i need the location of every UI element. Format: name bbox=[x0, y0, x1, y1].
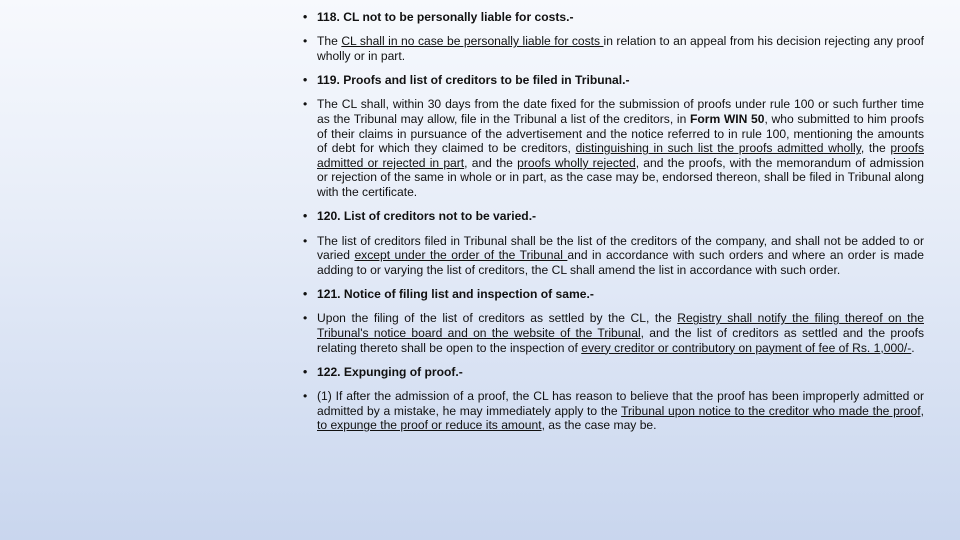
underlined-text: proofs wholly rejected bbox=[517, 155, 636, 170]
rule-122-body bbox=[303, 389, 924, 433]
rule-122-heading: • 122. Expunging of proof.- bbox=[303, 365, 924, 380]
text: The CL shall, within 30 days from the date fixed for the submission of proofs under rule 100 or such further time as the Tribunal may allow, file in the Tribunal a list of the creditors, in bbox=[317, 97, 924, 127]
underlined-text: distinguishing in such list the proofs admitted wholly bbox=[575, 141, 861, 156]
text: The bbox=[317, 34, 342, 49]
rule-120-body bbox=[303, 234, 924, 278]
text: , who submitted to him proofs of their claims in pursuance of the advertisement and the notice referred to in rule 100, mentioning the amounts of debt for which they claimed to be creditors, bbox=[317, 112, 924, 156]
rule-120-heading: • 120. List of creditors not to be varied.- bbox=[303, 209, 924, 224]
text: , and the proofs, with the memorandum of admission or rejection of the same in whole or in part, as the case may be, endorsed thereon, shall be filed in Tribunal along with the certificate. bbox=[317, 155, 924, 199]
rule-121-heading: • 121. Notice of filing list and inspection of same.- bbox=[303, 287, 924, 302]
rule-121-body bbox=[303, 311, 924, 355]
underlined-text: proofs admitted or rejected in part bbox=[317, 141, 924, 170]
rule-118-body bbox=[303, 34, 924, 63]
rules-content bbox=[303, 10, 924, 443]
rule-118-heading: • 118. CL not to be personally liable for costs.- bbox=[303, 10, 924, 25]
rule-119-heading: • 119. Proofs and list of creditors to be filed in Tribunal.- bbox=[303, 73, 924, 88]
form-reference: Form WIN 50 bbox=[689, 112, 765, 127]
underlined-text: Registry shall notify the filing thereof on the Tribunal's notice board and on the website of the Tribunal bbox=[317, 311, 924, 340]
text: and in accordance with such orders and where an order is made adding to or varying the list of creditors, the CL shall amend the list in accordance with such order. bbox=[317, 248, 924, 277]
rule-119-body bbox=[303, 97, 924, 199]
text: (1) If after the admission of a proof, the CL has reason to believe that the proof has been improperly admitted or admitted by a mistake, he may immediately apply to the bbox=[317, 389, 924, 418]
underlined-text: every creditor or contributory on payment of fee of Rs. 1,000/- bbox=[581, 340, 912, 355]
text: , and the list of creditors as settled and the proofs relating thereto shall be open to the inspection of bbox=[317, 325, 924, 355]
underlined-text: CL shall in no case be personally liable for costs bbox=[341, 34, 604, 49]
text: . bbox=[911, 340, 915, 355]
text: , and the bbox=[464, 155, 518, 170]
underlined-text: except under the order of the Tribunal bbox=[354, 248, 568, 263]
text: Upon the filing of the list of creditors as settled by the CL, the bbox=[317, 311, 678, 326]
text: The list of creditors filed in Tribunal shall be the list of the creditors of the company, and shall not be added to or varied bbox=[317, 233, 924, 263]
text: , the bbox=[860, 141, 891, 156]
text: , as the case may be. bbox=[541, 418, 657, 433]
underlined-text: Tribunal upon notice to the creditor who made the proof, to expunge the proof or reduce its amount bbox=[317, 403, 925, 433]
text: in relation to an appeal from his decision rejecting any proof wholly or in part. bbox=[317, 34, 925, 63]
